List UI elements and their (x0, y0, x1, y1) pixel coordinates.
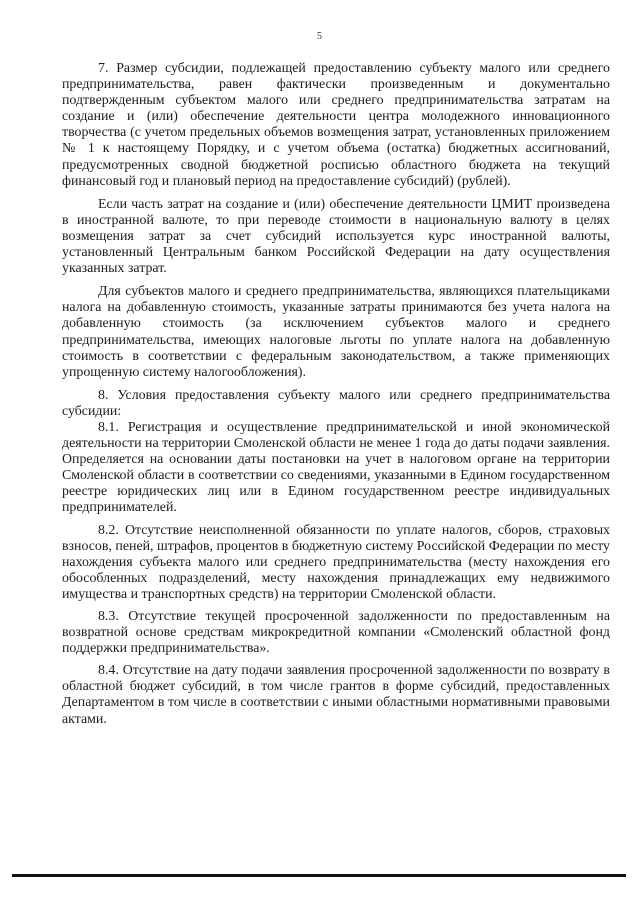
document-body (62, 61, 610, 735)
page-bottom-rule (12, 874, 626, 877)
page-number: 5 (317, 31, 322, 42)
paragraph-8-1-registration: 8.1. Регистрация и осуществление предпринимательской и иной экономической деятельности на территории Смоленской области не менее 1 года до даты подачи заявления. Определяется на основании даты постановки на учет в налоговом органе на территории Смоленской области в соответствии со сведениями, указанными в Едином государственном реестре юридических лиц или в Едином государственном реестре индивидуальных предпринимателей. (62, 419, 610, 516)
paragraph-foreign-currency: Если часть затрат на создание и (или) обеспечение деятельности ЦМИТ произведена в иностранной валюте, то при переводе стоимости в национальную валюту в целях возмещения затрат за счет субсидий используется курс иностранной валюты, установленный Центральным банком Российской Федерации на дату осуществления указанных затрат. (62, 196, 610, 277)
paragraph-8-2-no-tax-debt: 8.2. Отсутствие неисполненной обязанности по уплате налогов, сборов, страховых взносов, пеней, штрафов, процентов в бюджетную систему Российской Федерации по месту нахождения субъекта малого или среднего предпринимательства (месту нахождения его обособленных подразделений, месту нахождения принадлежащих ему недвижимого имущества и транспортных средств) на территории Смоленской области. (62, 522, 610, 602)
paragraph-vat-payers: Для субъектов малого и среднего предпринимательства, являющихся плательщиками налога на добавленную стоимость, указанные затраты принимаются без учета налога на добавленную стоимость (за исключением субъектов малого и среднего предпринимательства, имеющих налоговые льготы по уплате налога на добавленную стоимость в соответствии с федеральным законодательством, а также применяющих упрощенную систему налогообложения). (62, 284, 610, 380)
paragraph-8-3-no-overdue-loan: 8.3. Отсутствие текущей просроченной задолженности по предоставленным на возвратной основе средствам микрокредитной компании «Смоленский областной фонд поддержки предпринимательства». (62, 609, 610, 657)
paragraph-8-conditions: 8. Условия предоставления субъекту малого или среднего предпринимательства субсидии: (62, 387, 610, 419)
paragraph-7-subsidy-size: 7. Размер субсидии, подлежащей предоставлению субъекту малого или среднего предпринимательства, равен фактически произведенным и документально подтвержденным субъектом малого или среднего предпринимательства затратам на создание и (или) обеспечение деятельности центра молодежного инновационного творчества (с учетом предельных объемов возмещения затрат, установленных приложением № 1 к настоящему Порядку, и с учетом объема (остатка) бюджетных ассигнований, предусмотренных сводной бюджетной росписью областного бюджета на текущий финансовый год и плановый период на предоставление субсидий) (рублей). (62, 61, 610, 189)
paragraph-8-4-no-overdue-subsidy: 8.4. Отсутствие на дату подачи заявления просроченной задолженности по возврату в областной бюджет субсидий, в том числе грантов в форме субсидий, предоставленных Департаментом в том числе в соответствии с иными областными нормативными правовыми актами. (62, 663, 610, 727)
